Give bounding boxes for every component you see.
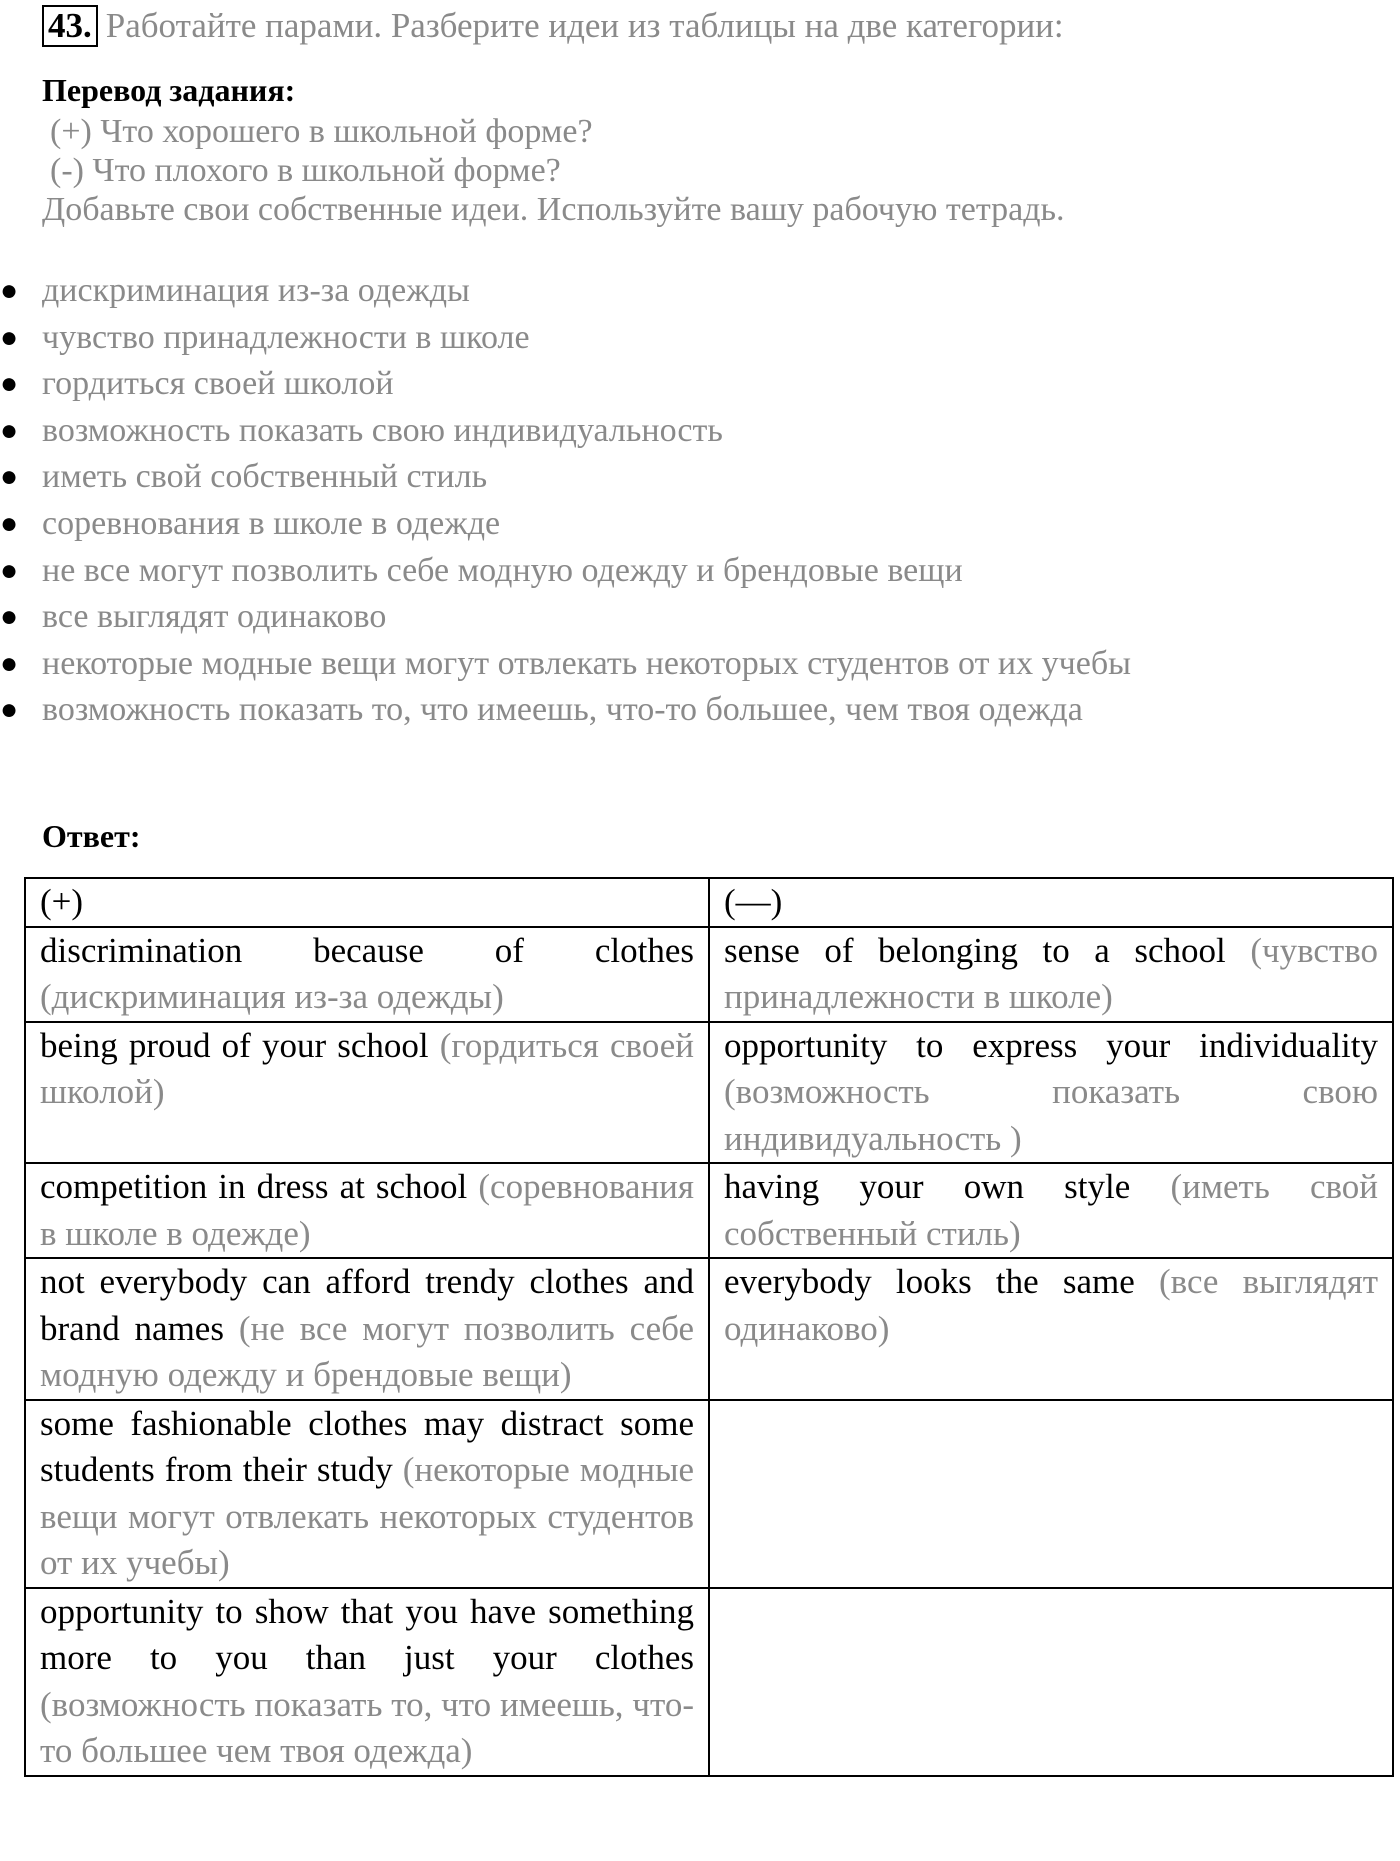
table-cell: not everybody can afford trendy clothes and brand names (не все могут позволить себе модную одежду и брендовые вещи) xyxy=(25,1258,709,1400)
table-row xyxy=(25,1400,1393,1588)
add-ideas-text: Добавьте свои собственные идеи. Используйте вашу рабочую тетрадь. xyxy=(42,191,1065,228)
table-cell: everybody looks the same (все выглядят одинаково) xyxy=(709,1258,1393,1400)
bullet-icon: ● xyxy=(0,320,19,354)
table-cell xyxy=(709,1400,1393,1588)
table-row xyxy=(25,1258,1393,1400)
list-item: ● возможность показать свою индивидуальность xyxy=(0,408,1131,455)
bullet-icon: ● xyxy=(0,693,19,727)
list-item: ● возможность показать то, что имеешь, что-то большее, чем твоя одежда xyxy=(0,687,1131,734)
list-item: ● чувство принадлежности в школе xyxy=(0,315,1131,362)
column-header-plus: (+) xyxy=(25,878,709,927)
table-row xyxy=(25,1022,1393,1164)
list-item: ● все выглядят одинаково xyxy=(0,594,1131,641)
ideas-list xyxy=(0,268,1131,734)
table-cell: having your own style (иметь свой собственный стиль) xyxy=(709,1163,1393,1258)
table-cell: discrimination because of clothes (дискриминация из-за одежды) xyxy=(25,927,709,1022)
bullet-icon: ● xyxy=(0,506,19,540)
task-number: 43. xyxy=(42,5,98,47)
bullet-icon: ● xyxy=(0,553,19,587)
bullet-icon: ● xyxy=(0,600,19,634)
table-cell: being proud of your school (гордиться своей школой) xyxy=(25,1022,709,1164)
table-cell: opportunity to express your individuality (возможность показать свою индивидуальность ) xyxy=(709,1022,1393,1164)
bullet-icon: ● xyxy=(0,646,19,680)
list-item: ● соревнования в школе в одежде xyxy=(0,501,1131,548)
list-item: ● гордиться своей школой xyxy=(0,361,1131,408)
column-header-minus: (—) xyxy=(709,878,1393,927)
table-cell: opportunity to show that you have something more to you than just your clothes (возможность показать то, что имеешь, что-то большее чем твоя одежда) xyxy=(25,1588,709,1776)
answer-heading: Ответ: xyxy=(42,818,141,854)
bullet-icon: ● xyxy=(0,274,19,307)
translation-heading: Перевод задания: xyxy=(42,72,296,108)
bullet-icon: ● xyxy=(0,460,19,494)
list-item: ● дискриминация из-за одежды xyxy=(0,268,1131,315)
table-cell: competition in dress at school (соревнования в школе в одежде) xyxy=(25,1163,709,1258)
list-item: ● не все могут позволить себе модную одежду и брендовые вещи xyxy=(0,548,1131,595)
table-cell: sense of belonging to a school (чувство принадлежности в школе) xyxy=(709,927,1393,1022)
table-cell: some fashionable clothes may distract some students from their study (некоторые модные вещи могут отвлекать некоторых студентов от их учебы) xyxy=(25,1400,709,1588)
list-item: ● некоторые модные вещи могут отвлекать некоторых студентов от их учебы xyxy=(0,641,1131,688)
task-instruction: Работайте парами. Разберите идеи из таблицы на две категории: xyxy=(105,6,1064,45)
bullet-icon: ● xyxy=(0,367,19,401)
table-row xyxy=(25,1588,1393,1776)
table-row xyxy=(25,927,1393,1022)
table-row xyxy=(25,1163,1393,1258)
table-header-row xyxy=(25,878,1393,927)
question-minus: (-) Что плохого в школьной форме? xyxy=(50,152,561,189)
list-item: ● иметь свой собственный стиль xyxy=(0,454,1131,501)
task-line xyxy=(42,4,1064,48)
answer-table xyxy=(24,877,1394,1777)
bullet-icon: ● xyxy=(0,413,19,447)
question-plus: (+) Что хорошего в школьной форме? xyxy=(50,113,593,150)
table-cell xyxy=(709,1588,1393,1776)
